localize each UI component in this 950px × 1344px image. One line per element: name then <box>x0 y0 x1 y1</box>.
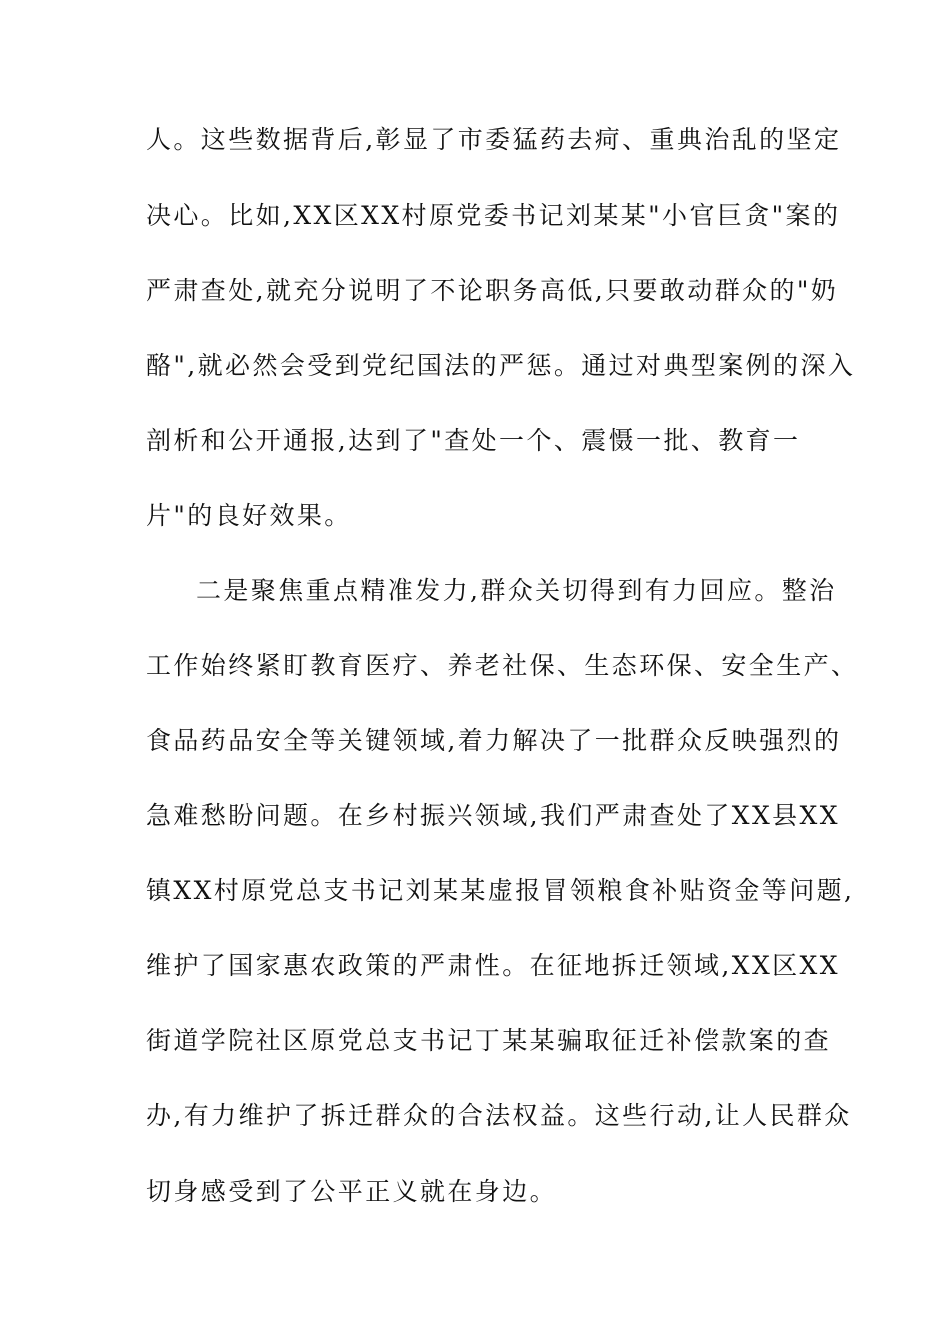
text-line: 片"的良好效果。 <box>146 501 352 530</box>
text-line: 二是聚焦重点精准发力,群众关切得到有力回应。整治 <box>196 576 837 605</box>
text-line: 剖析和公开通报,达到了"查处一个、震慑一批、教育一 <box>146 426 801 455</box>
text-line: 维护了国家惠农政策的严肃性。在征地拆迁领域,XX区XX <box>146 951 840 980</box>
text-line: 切身感受到了公平正义就在身边。 <box>146 1177 558 1206</box>
text-line: 街道学院社区原党总支书记丁某某骗取征迁补偿款案的查 <box>146 1026 832 1055</box>
text-line: 人。这些数据背后,彰显了市委猛药去疴、重典治乱的坚定 <box>146 125 842 154</box>
text-line: 严肃查处,就充分说明了不论职务高低,只要敢动群众的"奶 <box>146 276 839 305</box>
text-line: 食品药品安全等关键领域,着力解决了一批群众反映强烈的 <box>146 726 842 755</box>
text-line: 办,有力维护了拆迁群众的合法权益。这些行动,让人民群众 <box>146 1101 852 1130</box>
text-line: 决心。比如,XX区XX村原党委书记刘某某"小官巨贪"案的 <box>146 201 841 230</box>
text-line: 酪",就必然会受到党纪国法的严惩。通过对典型案例的深入 <box>146 351 856 380</box>
text-line: 镇XX村原党总支书记刘某某虚报冒领粮食补贴资金等问题, <box>146 876 855 905</box>
text-line: 工作始终紧盯教育医疗、养老社保、生态环保、安全生产、 <box>146 651 859 680</box>
text-line: 急难愁盼问题。在乡村振兴领域,我们严肃查处了XX县XX <box>146 801 840 830</box>
